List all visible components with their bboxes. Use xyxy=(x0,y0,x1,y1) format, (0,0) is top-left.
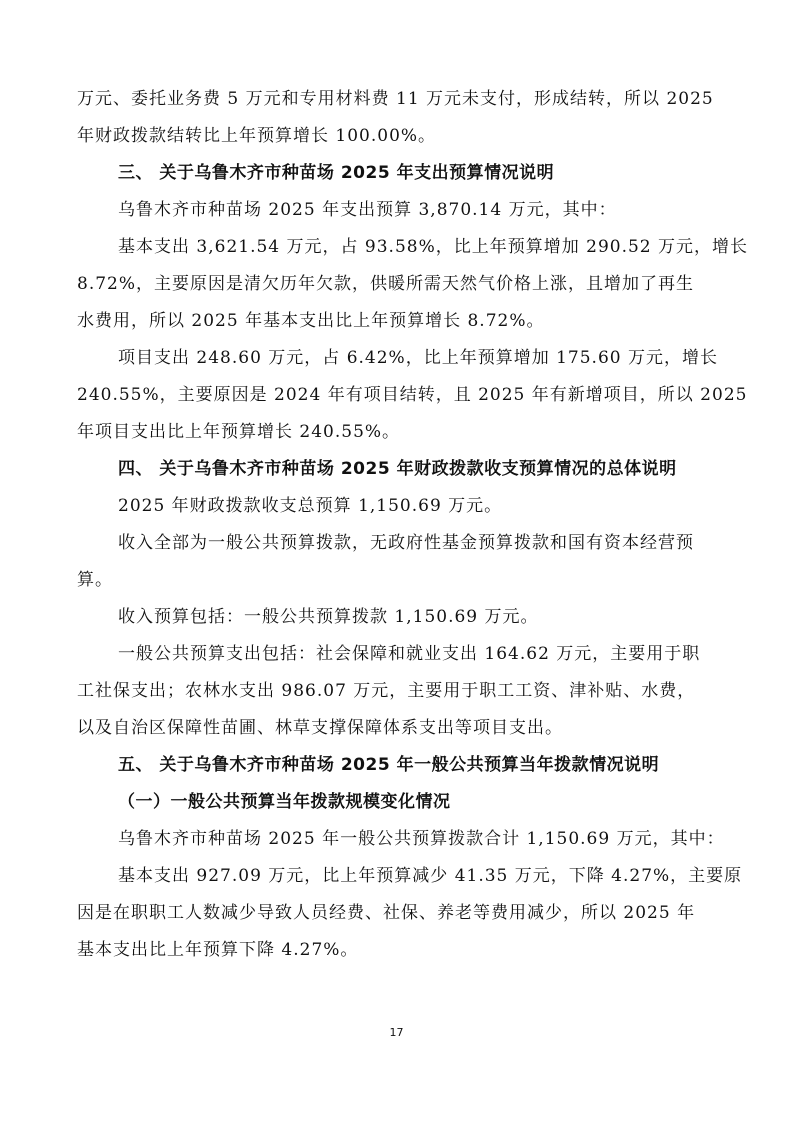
section-heading-4: 四、 关于乌鲁木齐市种苗场 2025 年财政拨款收支预算情况的总体说明 xyxy=(118,459,677,479)
paragraph-line: 基本支出比上年预算下降 4.27%。 xyxy=(77,940,359,960)
paragraph-line: 项目支出 248.60 万元，占 6.42%，比上年预算增加 175.60 万元，增长 xyxy=(118,348,718,368)
paragraph-line: 240.55%，主要原因是 2024 年有项目结转，且 2025 年有新增项目，所以 2025 xyxy=(77,385,748,405)
paragraph-line: 2025 年财政拨款收支总预算 1,150.69 万元。 xyxy=(118,496,503,516)
paragraph-line: 万元、委托业务费 5 万元和专用材料费 11 万元未支付，形成结转，所以 2025 xyxy=(77,89,714,109)
paragraph-line: 收入全部为一般公共预算拨款，无政府性基金预算拨款和国有资本经营预 xyxy=(118,533,694,553)
section-heading-5: 五、 关于乌鲁木齐市种苗场 2025 年一般公共预算当年拨款情况说明 xyxy=(118,755,660,775)
subsection-heading: （一）一般公共预算当年拨款规模变化情况 xyxy=(118,792,451,812)
paragraph-line: 收入预算包括：一般公共预算拨款 1,150.69 万元。 xyxy=(118,607,539,627)
paragraph-line: 一般公共预算支出包括：社会保障和就业支出 164.62 万元，主要用于职 xyxy=(118,644,701,664)
paragraph-line: 年项目支出比上年预算增长 240.55%。 xyxy=(77,422,401,442)
paragraph-line: 乌鲁木齐市种苗场 2025 年支出预算 3,870.14 万元，其中： xyxy=(118,200,617,220)
paragraph-line: 乌鲁木齐市种苗场 2025 年一般公共预算拨款合计 1,150.69 万元，其中： xyxy=(118,829,725,849)
paragraph-line: 年财政拨款结转比上年预算增长 100.00%。 xyxy=(77,126,437,146)
paragraph-line: 水费用，所以 2025 年基本支出比上年预算增长 8.72%。 xyxy=(77,311,545,331)
paragraph-line: 以及自治区保障性苗圃、林草支撑保障体系支出等项目支出。 xyxy=(77,718,563,738)
page-number: 17 xyxy=(389,1026,404,1039)
paragraph-line: 基本支出 3,621.54 万元，占 93.58%，比上年预算增加 290.52 万元，增长 xyxy=(118,237,749,257)
paragraph-line: 因是在职职工人数减少导致人员经费、社保、养老等费用减少，所以 2025 年 xyxy=(77,903,696,923)
paragraph-line: 基本支出 927.09 万元，比上年预算减少 41.35 万元，下降 4.27%，主要原 xyxy=(118,866,743,886)
section-heading-3: 三、 关于乌鲁木齐市种苗场 2025 年支出预算情况说明 xyxy=(118,163,555,183)
paragraph-line: 工社保支出；农林水支出 986.07 万元，主要用于职工工资、津补贴、水费， xyxy=(77,681,696,701)
paragraph-line: 算。 xyxy=(77,570,113,590)
paragraph-line: 8.72%，主要原因是清欠历年欠款，供暖所需天然气价格上涨，且增加了再生 xyxy=(77,274,695,294)
